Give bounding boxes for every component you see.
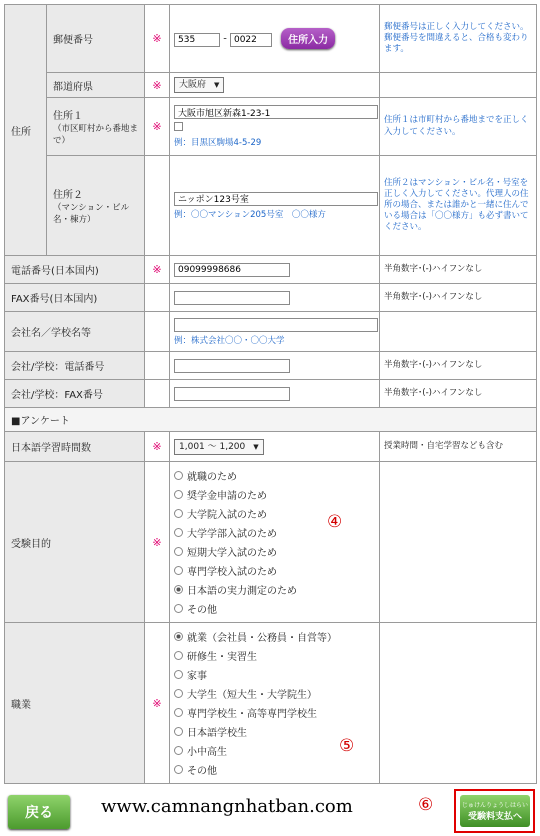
required-mark: ※	[145, 98, 170, 156]
back-button[interactable]: 戻る	[8, 795, 70, 829]
occupation-option-label: その他	[187, 766, 217, 777]
postal-label: 郵便番号	[47, 5, 145, 73]
address2-input[interactable]	[174, 192, 378, 206]
occupation-option-label: 専門学校生・高等専門学校生	[187, 709, 317, 720]
fax-note: 半角数字･(-)ハイフンなし	[380, 284, 537, 312]
occupation-radio[interactable]	[174, 746, 183, 755]
purpose-option-label: 日本語の実力測定のため	[187, 586, 297, 597]
purpose-option[interactable]	[174, 561, 375, 580]
postal-note: 郵便番号は正しく入力してください。郵便番号を間違えると、合格も変わります。	[380, 5, 537, 73]
occupation-radio[interactable]	[174, 689, 183, 698]
study-hours-select[interactable]	[174, 439, 264, 455]
postal-part2-input[interactable]	[230, 33, 272, 47]
occupation-radio-group	[170, 623, 380, 784]
company-example: 例：株式会社〇〇・〇〇大学	[174, 335, 285, 346]
purpose-row	[5, 462, 537, 623]
company-fax-input[interactable]	[174, 387, 290, 401]
prefecture-value: 大阪府	[179, 80, 207, 90]
postal-dash: -	[223, 33, 227, 45]
postal-row	[5, 5, 537, 73]
address1-row	[5, 98, 537, 156]
required-mark: ※	[145, 623, 170, 784]
company-fax-label: 会社/学校：FAX番号	[5, 380, 145, 408]
purpose-radio[interactable]	[174, 566, 183, 575]
phone-input[interactable]	[174, 263, 290, 277]
purpose-option-label: その他	[187, 605, 217, 616]
pay-button-furigana: じゅけんりょうしはらい	[461, 802, 528, 809]
purpose-radio[interactable]	[174, 509, 183, 518]
purpose-radio[interactable]	[174, 490, 183, 499]
occupation-radio[interactable]	[174, 765, 183, 774]
purpose-radio-group	[170, 462, 380, 623]
application-form	[4, 4, 537, 784]
prefecture-select[interactable]	[174, 77, 224, 93]
occupation-option-label: 就業（会社員・公務員・自営等）	[187, 633, 337, 644]
marker-6: ⑥	[418, 795, 434, 815]
address2-row	[5, 156, 537, 256]
purpose-label: 受験目的	[5, 462, 145, 623]
occupation-option-label: 大学生（短大生・大学院生）	[187, 690, 317, 701]
purpose-option[interactable]	[174, 485, 375, 504]
pay-exam-fee-button[interactable]	[460, 795, 530, 827]
fax-row	[5, 284, 537, 312]
empty-cell	[380, 73, 537, 98]
study-hours-value: 1,001 ～ 1,200	[179, 441, 246, 452]
company-phone-note: 半角数字･(-)ハイフンなし	[380, 352, 537, 380]
study-hours-note: 授業時間・自宅学習なども含む	[380, 432, 537, 462]
address2-label: 住所２	[53, 190, 83, 201]
checkbox[interactable]	[174, 122, 183, 131]
address2-note: 住所２はマンション・ビル名・号室を正しく入力してください。代理人の住所の場合、または誰かと一緒に住んでいる場合は「〇〇様方」も必ず書いてください。	[380, 156, 537, 256]
prefecture-label: 都道府県	[47, 73, 145, 98]
company-row	[5, 312, 537, 352]
address2-example: 例：〇〇マンション205号室 〇〇様方	[174, 209, 326, 220]
address1-input[interactable]	[174, 105, 378, 119]
fax-input[interactable]	[174, 291, 290, 305]
fax-label: FAX番号(日本国内)	[5, 284, 145, 312]
purpose-option-label: 奨学金申請のため	[187, 491, 267, 502]
occupation-option[interactable]	[174, 703, 375, 722]
company-fax-row	[5, 380, 537, 408]
occupation-radio[interactable]	[174, 727, 183, 736]
purpose-radio[interactable]	[174, 585, 183, 594]
phone-note: 半角数字･(-)ハイフンなし	[380, 256, 537, 284]
pay-button-label: 受験料支払へ	[467, 812, 522, 822]
purpose-option[interactable]	[174, 523, 375, 542]
address1-example: 例：目黒区駒場4-5-29	[174, 138, 262, 148]
phone-label: 電話番号(日本国内)	[5, 256, 145, 284]
occupation-radio[interactable]	[174, 670, 183, 679]
occupation-option[interactable]	[174, 665, 375, 684]
marker-4: ④	[327, 512, 343, 532]
purpose-option[interactable]	[174, 466, 375, 485]
study-hours-label: 日本語学習時間数	[5, 432, 145, 462]
chevron-down-icon: ▼	[214, 81, 220, 89]
prefecture-row	[5, 73, 537, 98]
occupation-radio[interactable]	[174, 651, 183, 660]
occupation-row	[5, 623, 537, 784]
marker-5: ⑤	[339, 736, 355, 756]
address1-sublabel: （市区町村から番地まで）	[53, 124, 139, 146]
occupation-option[interactable]	[174, 627, 375, 646]
occupation-radio[interactable]	[174, 632, 183, 641]
purpose-option[interactable]	[174, 504, 375, 523]
company-phone-row	[5, 352, 537, 380]
purpose-radio[interactable]	[174, 528, 183, 537]
site-watermark: www.camnangnhatban.com	[101, 796, 353, 817]
address1-note: 住所１は市町村から番地までを正しく入力してください。	[380, 98, 537, 156]
survey-section-row	[5, 408, 537, 432]
study-hours-row	[5, 432, 537, 462]
postal-part1-input[interactable]	[174, 33, 220, 47]
purpose-option[interactable]	[174, 599, 375, 618]
address2-sublabel: （マンション・ビル名・棟方）	[53, 203, 130, 225]
company-fax-note: 半角数字･(-)ハイフンなし	[380, 380, 537, 408]
purpose-radio[interactable]	[174, 471, 183, 480]
company-label: 会社名／学校名等	[5, 312, 145, 352]
required-mark: ※	[145, 432, 170, 462]
occupation-option-label: 小中高生	[187, 747, 227, 758]
purpose-option[interactable]	[174, 542, 375, 561]
occupation-option[interactable]	[174, 760, 375, 779]
purpose-radio[interactable]	[174, 604, 183, 613]
purpose-option-label: 専門学校入試のため	[187, 567, 277, 578]
occupation-option-label: 家事	[187, 671, 207, 682]
address-lookup-button[interactable]: 住所入力	[281, 28, 335, 49]
purpose-option[interactable]	[174, 580, 375, 599]
purpose-option-label: 大学学部入試のため	[187, 529, 277, 540]
purpose-option-label: 大学院入試のため	[187, 510, 267, 521]
purpose-option-label: 短期大学入試のため	[187, 548, 277, 559]
occupation-option-label: 日本語学校生	[187, 728, 247, 739]
chevron-down-icon: ▼	[253, 442, 259, 451]
survey-section-title: ■アンケート	[5, 408, 537, 432]
occupation-label: 職業	[5, 623, 145, 784]
address-label: 住所	[5, 5, 47, 256]
purpose-option-label: 就職のため	[187, 472, 237, 483]
required-mark: ※	[145, 462, 170, 623]
phone-row	[5, 256, 537, 284]
company-phone-label: 会社/学校：電話番号	[5, 352, 145, 380]
company-phone-input[interactable]	[174, 359, 290, 373]
required-mark: ※	[145, 256, 170, 284]
occupation-option[interactable]	[174, 646, 375, 665]
required-mark: ※	[145, 73, 170, 98]
address1-label: 住所１	[53, 111, 83, 122]
company-input[interactable]	[174, 318, 378, 332]
required-mark: ※	[145, 5, 170, 73]
occupation-option[interactable]	[174, 684, 375, 703]
occupation-radio[interactable]	[174, 708, 183, 717]
occupation-option-label: 研修生・実習生	[187, 652, 257, 663]
purpose-radio[interactable]	[174, 547, 183, 556]
